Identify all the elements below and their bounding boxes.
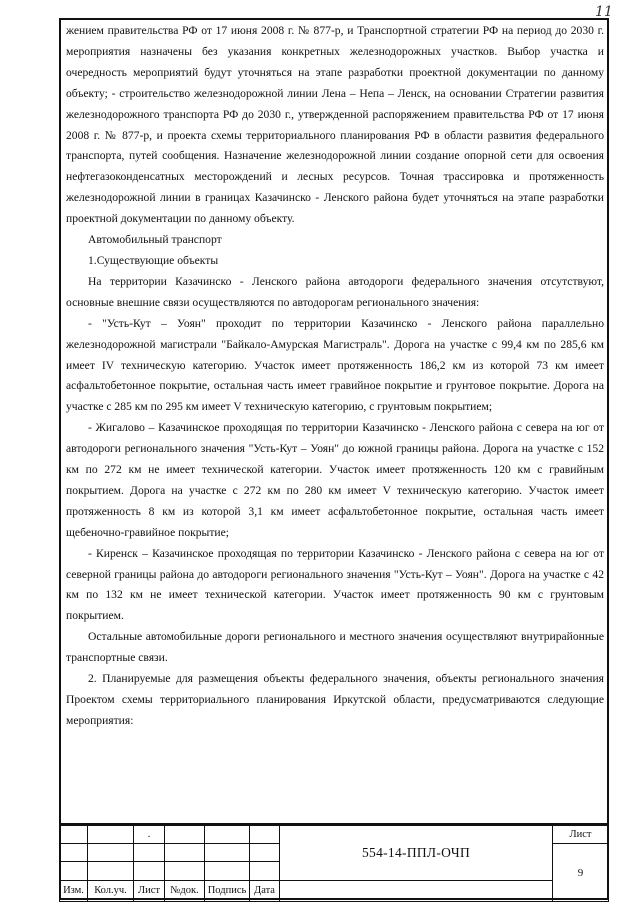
stamp-cell [88, 862, 134, 880]
stamp-cell [250, 862, 280, 880]
stamp-cell [250, 844, 280, 862]
stamp-cell [88, 826, 134, 844]
stamp-col-izm: Изм. [60, 880, 88, 901]
stamp-cell [205, 862, 250, 880]
document-code: 554-14-ППЛ-ОЧП [280, 826, 553, 881]
sheet-label: Лист [553, 826, 609, 844]
section-heading-auto-transport: Автомобильный транспорт [88, 233, 222, 247]
stamp-cell [250, 826, 280, 844]
handwritten-page-number: 11 [595, 4, 613, 20]
stamp-cell [88, 844, 134, 862]
stamp-cell [165, 862, 205, 880]
sheet-number: 9 [553, 844, 609, 902]
road-item-ust-kut: - "Усть-Кут – Уоян" проходит по территории Казачинско - Ленского района параллельно железнодорожной магистрали "Байкало-Амурская Магистраль". Дорога на участке с 99,4 км по 285,6 км имеет IV техническую категорию. Участок имеет протяженность 186,2 км из которой 73 км имеет асфальтобетонное покрытие, остальная часть имеет гравийное покрытие и грунтовое покрытие. Дорога на участке с 285 км по 295 км имеет V техническую категорию, с грунтовым покрытием; [66, 316, 604, 414]
stamp-cell [165, 844, 205, 862]
stamp-col-kol-uch: Кол.уч. [88, 880, 134, 901]
stamp-col-ndok: №док. [165, 880, 205, 901]
stamp-cell [60, 844, 88, 862]
stamp-cell [205, 826, 250, 844]
stamp-col-podpis: Подпись [205, 880, 250, 901]
stamp-cell [134, 862, 165, 880]
subsection-heading-existing: 1.Существующие объекты [88, 253, 219, 267]
paragraph-9: 2. Планируемые для размещения объекты федерального значения, объекты регионального значения Проектом схемы территориального планирования Иркутской области, предусматриваются следующие мероприятия: [66, 672, 604, 727]
stamp-col-data: Дата [250, 880, 280, 901]
stamp-cell [165, 826, 205, 844]
stamp-cell: . [134, 826, 165, 844]
paragraph-8: Остальные автомобильные дороги регионального и местного значения осуществляют внутрирайонные транспортные связи. [66, 630, 604, 665]
stamp-cell [205, 844, 250, 862]
stamp-cell [280, 880, 553, 901]
title-block-stamp [59, 823, 609, 902]
road-item-zhigalovo: - Жигалово – Казачинское проходящая по территории Казачинско - Ленского района с севера на юг от автодороги регионального значения "Усть-Кут – Уоян" до южной границы района. Дорога на участке с 152 км по 272 км не имеет технической категории. Участок имеет протяженность 120 км с гравийным покрытием. Дорога на участке с 272 км по 280 км имеет V техническую категорию. Участок имеет протяженность 8 км из которой 3,1 км имеет асфальтобетонное покрытие, остальная часть имеет щебеночно-гравийное покрытие; [66, 421, 604, 539]
stamp-cell [134, 844, 165, 862]
stamp-cell [60, 862, 88, 880]
paragraph-4: На территории Казачинско - Ленского района автодороги федерального значения отсутствуют, основные внешние связи осуществляются по автодорогам регионального значения: [66, 274, 604, 309]
stamp-col-list: Лист [134, 880, 165, 901]
road-item-kirensk: - Киренск – Казачинское проходящая по территории Казачинско - Ленского района с севера на юг от северной границы района до автодороги регионального значения "Усть-Кут – Уоян". Дорога на участке с 42 км по 132 км не имеет технической категории. Участок имеет протяженность 90 км с грунтовым покрытием. [66, 546, 604, 623]
paragraph-1: жением правительства РФ от 17 июня 2008 г. № 877-р, и Транспортной стратегии РФ на период до 2030 г. мероприятия назначены без указания конкретных железнодорожных участков. Выбор участка и очередность мероприятий будут уточняться на этапе разработки проектной документации по данному объекту; - строительство железнодорожной линии Лена – Непа – Ленск, на основании Стратегии развития железнодорожного транспорта РФ до 2030 г., утвержденной распоряжением правительства РФ от 17 июня 2008 г. № 877-р, и проекта схемы территориального планирования РФ в области развития федерального транспорта, путей сообщения. Назначение железнодорожной линии создание опорной сети для освоения нефтегазоконденсатных месторождений и лесных ресурсов. Точная трассировка и протяженность железнодорожной линии в границах Казачинско - Ленского района будет уточняться на этапе разработки проектной документации по данному объекту. [66, 24, 604, 226]
stamp-cell [60, 826, 88, 844]
document-body [66, 21, 604, 732]
